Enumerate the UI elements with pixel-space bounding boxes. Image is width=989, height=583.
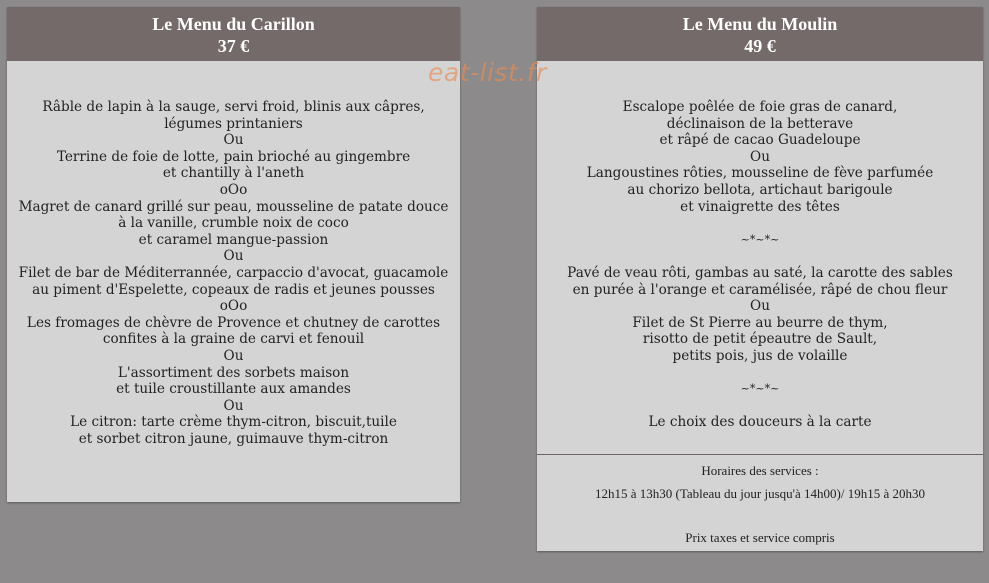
menu-spacer — [537, 365, 983, 382]
menu-line: et vinaigrette des têtes — [680, 198, 840, 215]
menu-line: Les fromages de chèvre de Provence et chutney de carottes — [26, 314, 441, 331]
watermark-text: eat-list.fr — [428, 58, 547, 87]
menu-spacer — [537, 215, 983, 232]
menu-line: et tuile croustillante aux amandes — [116, 381, 351, 398]
menu-line: et râpé de cacao Guadeloupe — [659, 132, 861, 149]
menu-spacer — [537, 398, 983, 415]
service-hours-footer — [537, 454, 983, 551]
menu-line: et sorbet citron jaune, guimauve thym-citron — [78, 430, 389, 447]
menu-line: au piment d'Espelette, copeaux de radis et jeunes pousses — [32, 281, 435, 298]
menu-line: Magret de canard grillé sur peau, mousseline de patate douce — [18, 198, 449, 215]
menu-line: déclinaison de la betterave — [666, 115, 854, 132]
menu-line: Pavé de veau rôti, gambas au saté, la carotte des sables — [567, 264, 953, 281]
hours-text: 12h15 à 13h30 (Tableau du jour jusqu'à 14h00)/ 19h15 à 20h30 — [595, 486, 925, 501]
menu-line: Le citron: tarte crème thym-citron, biscuit,tuile — [70, 414, 397, 431]
menu-card-moulin — [537, 7, 983, 551]
menu-line: Escalope poêlée de foie gras de canard, — [622, 99, 898, 115]
menu-line: Ou — [223, 248, 244, 265]
menu-line: Ou — [750, 298, 770, 315]
menu-line: Ou — [223, 132, 244, 149]
menu-line: Ou — [223, 347, 244, 364]
menu-card-carillon — [7, 7, 460, 502]
menu-header-moulin — [537, 7, 983, 61]
menu-price: 37 € — [217, 36, 250, 56]
menu-line: en purée à l'orange et caramélisée, râpé de chou fleur — [572, 281, 948, 298]
menu-header-carillon — [7, 7, 460, 61]
menu-line: petits pois, jus de volaille — [672, 347, 848, 364]
menu-line: oOo — [219, 298, 248, 315]
hours-label: Horaires des services : — [701, 463, 819, 478]
menu-line: Filet de bar de Méditerrannée, carpaccio d'avocat, guacamole — [18, 264, 449, 281]
menu-line: oOo — [219, 181, 248, 198]
menu-line: confites à la graine de carvi et fenouil — [102, 331, 365, 348]
menu-line: à la vanille, crumble noix de coco — [118, 215, 349, 232]
menu-line: au chorizo bellota, artichaut barigoule — [627, 181, 893, 198]
menu-line: risotto de petit épeautre de Sault, — [642, 331, 878, 348]
menu-spacer — [537, 248, 983, 265]
menu-line: Terrine de foie de lotte, pain brioché au gingembre — [56, 148, 411, 165]
menu-line: légumes printaniers — [164, 115, 303, 132]
menu-body-carillon — [7, 61, 460, 447]
menu-line: Ou — [750, 148, 770, 165]
menu-line: et chantilly à l'aneth — [162, 165, 305, 182]
menu-line: Langoustines rôties, mousseline de fève parfumée — [586, 165, 934, 182]
menu-line: Ou — [223, 397, 244, 414]
menu-title: Le Menu du Carillon — [152, 14, 315, 34]
menu-line: Râble de lapin à la sauge, servi froid, blinis aux câpres, — [42, 99, 425, 115]
course-separator: ~*~*~ — [740, 382, 780, 396]
menu-price: 49 € — [744, 36, 776, 56]
menu-line: et caramel mangue-passion — [138, 231, 329, 248]
menu-line: Le choix des douceurs à la carte — [648, 414, 872, 431]
price-note: Prix taxes et service compris — [685, 530, 835, 545]
menu-title: Le Menu du Moulin — [682, 14, 838, 34]
menu-body-moulin — [537, 61, 983, 431]
course-separator: ~*~*~ — [740, 232, 780, 246]
menu-line: Filet de St Pierre au beurre de thym, — [632, 314, 888, 331]
menu-line: L'assortiment des sorbets maison — [117, 364, 350, 381]
